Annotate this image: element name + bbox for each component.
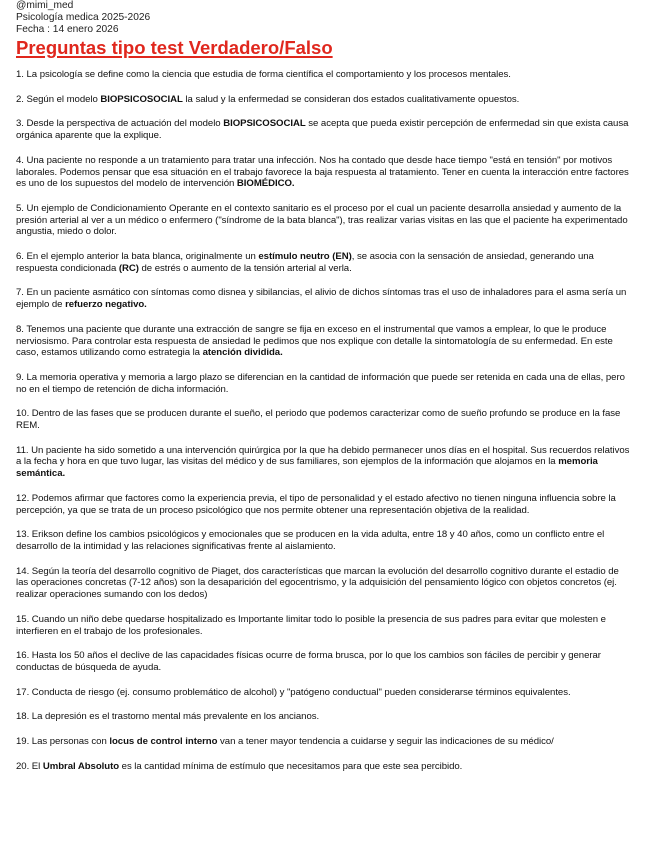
question-text: 6. En el ejemplo anterior la bata blanca, originalmente un (16, 251, 259, 263)
question-text: 13. Erikson define los cambios psicológicos y emocionales que se producen en la vida adulta, entre 18 y 40 años, como un conflicto entre el desarrollo de la intimidad y las relaciones significativas frente al aislamiento. (16, 529, 605, 552)
question-text: la salud y la enfermedad se consideran dos estados cualitativamente opuestos. (182, 93, 520, 105)
question-bold-term: BIOPSICOSOCIAL (100, 93, 183, 105)
question-list (16, 69, 632, 772)
question-item (16, 251, 632, 274)
question-item (16, 408, 632, 431)
question-item (16, 118, 632, 141)
question-text: 16. Hasta los 50 años el declive de las capacidades físicas ocurre de forma brusca, por lo que los cambios son fáciles de percibir y generar conductas de búsqueda de ayuda. (16, 650, 601, 673)
question-bold-term: Umbral Absoluto (42, 760, 120, 772)
question-text: es la cantidad mínima de estímulo que necesitamos para que este sea percibido. (119, 760, 463, 772)
question-item (16, 650, 632, 673)
document-date: Fecha : 14 enero 2026 (16, 24, 119, 35)
course-name: Psicología medica 2025-2026 (16, 12, 151, 23)
question-text: 3. Desde la perspectiva de actuación del modelo (16, 118, 224, 130)
question-item (16, 155, 632, 190)
question-text: 5. Un ejemplo de Condicionamiento Operante en el contexto sanitario es el proceso por el cual un paciente desarrolla ansiedad y aumento de la presión arterial al ver a un médico o enfermero ("síndrome de la bata blanca"), tras realizar varias visitas en las que el paciente ha experimentado angustia, miedo o dolor. (16, 202, 628, 238)
question-item (16, 736, 632, 748)
question-text: 11. Un paciente ha sido sometido a una intervención quirúrgica por la que ha debido permanecer unos días en el hospital. Sus recuerdos relativos a la fecha y hora en que tuvo lugar, las visitas del médico y de sus familiares, son ejemplos de la información que alojamos en la (16, 444, 630, 468)
question-text: 15. Cuando un niño debe quedarse hospitalizado es Importante limitar todo lo posible la presencia de sus padres para evitar que molesten e interfieren en el trabajo de los profesionales. (16, 613, 606, 637)
question-item (16, 614, 632, 637)
question-bold-term: BIOMÉDICO. (236, 178, 295, 190)
question-item (16, 711, 632, 723)
question-text: 18. La depresión es el trastorno mental más prevalente en los ancianos. (16, 711, 320, 723)
question-text: 14. Según la teoría del desarrollo cognitivo de Piaget, dos características que marcan la evolución del desarrollo cognitivo durante el estadio de las operaciones concretas (7-12 años) son la desaparición del egocentrismo, y la adquisición del pensamiento lógico con objetos concretos (ej. realizar operaciones sumando con los dedos) (16, 565, 619, 601)
question-item (16, 529, 632, 552)
question-text: de estrés o aumento de la tensión arterial al verla. (138, 262, 352, 274)
question-text: 12. Podemos afirmar que factores como la experiencia previa, el tipo de personalidad y el estado afectivo no tienen ninguna influencia sobre la percepción, ya que se trata de un proceso psicológico que nos permite obtener una representación objetiva de la realidad. (16, 492, 616, 516)
question-item (16, 566, 632, 601)
question-text: 10. Dentro de las fases que se producen durante el sueño, el periodo que podemos caracterizar como de sueño profundo se produce en la fase REM. (16, 408, 621, 432)
question-text: 9. La memoria operativa y memoria a largo plazo se diferencian en la cantidad de información que puede ser retenida en cada una de ellas, pero no en el tiempo de retención de dicha información. (16, 371, 625, 395)
question-bold-term: estímulo neutro (EN) (258, 251, 352, 263)
question-item (16, 69, 632, 81)
question-text: 19. Las personas con (16, 736, 110, 748)
question-item (16, 203, 632, 238)
question-text: 8. Tenemos una paciente que durante una extracción de sangre se fija en exceso en el instrumental que vamos a emplear, lo que le produce nerviosismo. Para controlar esta respuesta de ansiedad le pedimos que nos explique con detalle la sintomatología de su enfermedad. En este caso, estamos utilizando como estrategia la (16, 323, 613, 359)
question-item (16, 287, 632, 310)
author-handle: @mimi_med (16, 0, 74, 11)
question-item (16, 687, 632, 699)
question-bold-term: (RC) (118, 262, 139, 274)
question-item (16, 372, 632, 395)
question-text: 1. La psicología se define como la ciencia que estudia de forma científica el comportamiento y los procesos mentales. (16, 69, 511, 80)
page-title: Preguntas tipo test Verdadero/Falso (16, 37, 333, 58)
question-text: 20. El (16, 760, 43, 772)
question-bold-term: atención dividida. (202, 347, 283, 359)
question-bold-term: refuerzo negativo. (65, 299, 147, 311)
question-item (16, 324, 632, 359)
question-text: 17. Conducta de riesgo (ej. consumo problemático de alcohol) y "patógeno conductual" pueden considerarse términos equivalentes. (16, 686, 571, 698)
question-text: , se asocia con la sensación de ansiedad, generando una respuesta condicionada (16, 251, 594, 274)
question-item (16, 493, 632, 516)
question-text: 2. Según el modelo (16, 93, 101, 105)
question-bold-term: memoria semántica. (16, 456, 598, 480)
question-text: 4. Una paciente no responde a un tratamiento para tratar una infección. Nos ha contado que desde hace tiempo "está en tensión" por motivos laborales. Podemos pensar que esa situación en el trabajo favorece la baja respuesta al tratamiento. Tener en cuenta la interacción entre factores es uno de los supuestos del modelo de intervención (16, 154, 629, 190)
document-header (16, 0, 632, 36)
question-text: se acepta que pueda existir percepción de enfermedad sin que exista causa orgánica aparente que la explique. (16, 118, 629, 142)
question-bold-term: BIOPSICOSOCIAL (223, 118, 306, 130)
question-item (16, 445, 632, 480)
question-text: van a tener mayor tendencia a cuidarse y seguir las indicaciones de su médico/ (217, 736, 554, 748)
question-item (16, 761, 632, 773)
question-bold-term: locus de control interno (109, 736, 218, 748)
question-item (16, 94, 632, 106)
question-text: 7. En un paciente asmático con síntomas como disnea y sibilancias, el alivio de dichos síntomas tras el uso de inhaladores para el asma sería un ejemplo de (16, 287, 627, 311)
